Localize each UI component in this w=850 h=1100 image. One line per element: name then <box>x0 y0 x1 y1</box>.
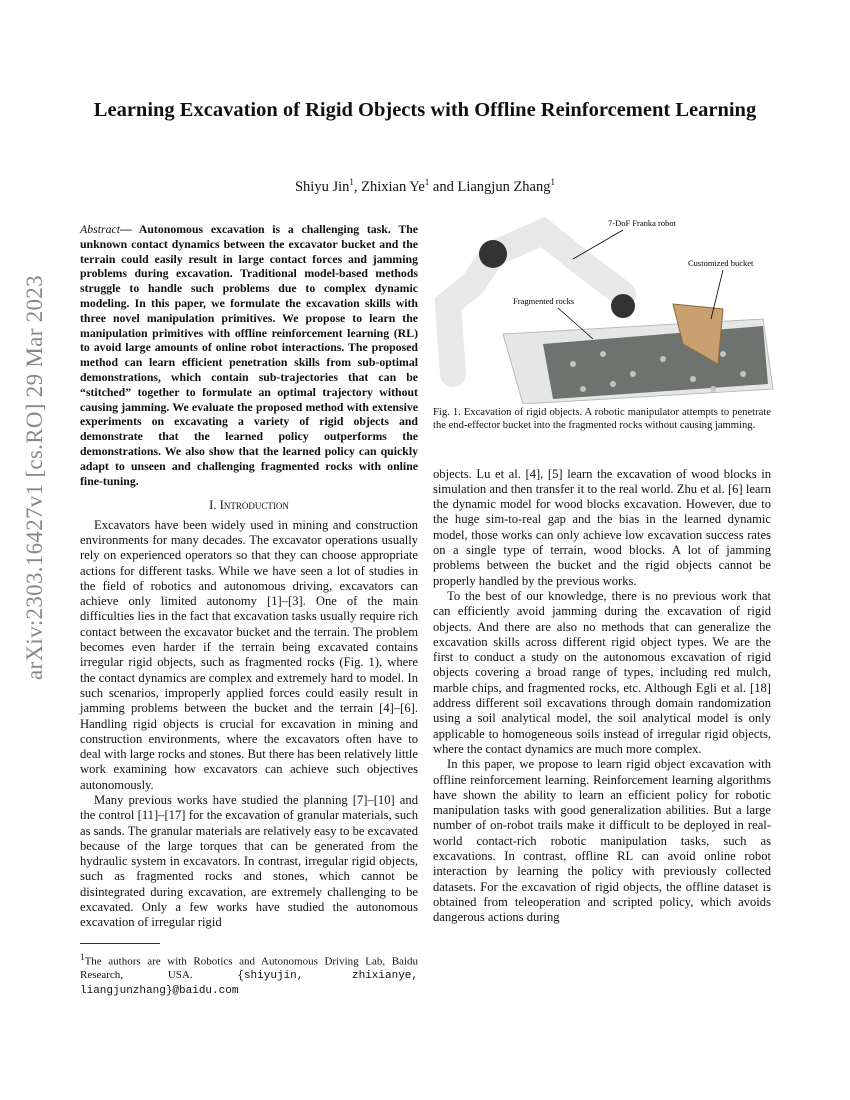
paragraph: Many previous works have studied the planning [7]–[10] and the control [11]–[17] for the excavation of granular materials, such as sands. The granular materials are relatively easy to be excavated because of the large torques that can be generated from the hydraulic system in excavators. In contrast, irregular rigid objects, such as fragmented rocks and stones, which cannot be disintegrated during excavation, are extremely challenging to be excavated. Only a few works have studied the autonomous excavation of irregular rigid <box>80 792 418 930</box>
figure-caption: Fig. 1. Excavation of rigid objects. A robotic manipulator attempts to penetrate the end-effector bucket into the fragmented rocks without causing jamming. <box>433 407 771 432</box>
figure-robot-excavation <box>433 214 778 404</box>
left-column <box>80 222 418 998</box>
abstract-label: Abstract <box>80 222 120 236</box>
paragraph: In this paper, we propose to learn rigid object excavation with offline reinforcement learning. Reinforcement learning algorithms have shown the ability to learn an efficient policy for robotic manipulation tasks with good generalization abilities. But a large number of on-robot trails make it difficult to be deployed in real-world contact-rich robotic manipulation tasks, such as excavations. In contrast, offline RL can avoid online robot interaction by learning the policy with previously collected datasets. For the excavation of rigid objects, the offline dataset is obtained from teleoperation and scripted policy, which avoids dangerous actions during <box>433 757 771 925</box>
label-bucket: Customized bucket <box>688 258 754 268</box>
arxiv-identifier: arXiv:2303.16427v1 [cs.RO] 29 Mar 2023 <box>22 275 47 680</box>
abstract-text: — Autonomous excavation is a challenging task. The unknown contact dynamics between the excavator bucket and the terrain could easily result in large contact forces and jamming problems during excavation. Traditional model-based methods struggle to handle such problems due to complex dynamic modeling. In this paper, we formulate the excavation skills with three novel manipulation primitives. We propose to learn the manipulation primitives with offline reinforcement learning (RL) to avoid large amounts of online robot interactions. The proposed method can learn efficient penetration skills from sub-optimal demonstrations, which contain sub-trajectories that can be “stitched” together to formulate an optimal trajectory without causing jamming. We evaluate the proposed method with extensive experiments on excavating a variety of rigid objects and demonstrate that the learned policy outperforms the demonstrations. We also show that the learned policy can quickly adapt to unseen and challenging fragmented rocks with online fine-tuning. <box>80 222 418 488</box>
affiliation-mark: 1 <box>424 177 430 187</box>
right-column <box>433 214 771 926</box>
affiliation-mark: 1 <box>550 177 555 187</box>
robot-joint <box>479 240 507 268</box>
paragraph: Excavators have been widely used in mining and construction environments for many decades. The excavator operations usually rely on experienced operators so that they can choose appropriate actions for different tasks. While we have seen a lot of studies in the field of robotics and autonomous driving, excavators can achieve only limited autonomy [1]–[3]. One of the main difficulties lies in the fact that excavation tasks usually require rich contact between the excavator bucket and the terrain. The problem becomes even harder if the terrain being excavated contains irregular rigid objects, such as fragmented rocks (Fig. 1), where the contact dynamics are complex and extremely hard to model. In such scenarios, improperly applied forces could easily result in jamming problems between the bucket and the terrain [4]–[6]. Handling rigid objects is crucial for excavation in mining and construction environments, where the excavators often have to deal with large rocks and stones. But there has been relatively little work examining how excavators can achieve such objectives autonomously. <box>80 517 418 792</box>
separator: , <box>353 178 362 195</box>
affiliation-mark: 1 <box>349 177 354 187</box>
section-heading: I. Introduction <box>209 498 289 513</box>
paper-title: Learning Excavation of Rigid Objects with Offline Reinforcement Learning <box>93 99 757 121</box>
label-rocks: Fragmented rocks <box>513 296 575 306</box>
author: Shiyu Jin <box>294 178 350 195</box>
robot-joint <box>611 294 635 318</box>
separator: and <box>429 178 458 195</box>
footnote-rule <box>80 943 160 944</box>
label-robot: 7-DoF Franka robot <box>608 218 676 228</box>
footnote <box>80 950 418 999</box>
footnote-text: The authors are with Robotics and Autonomous Driving Lab, Baidu Research, USA. <box>80 955 418 982</box>
footnote-mark: 1 <box>80 951 85 962</box>
abstract <box>80 222 418 488</box>
paragraph: To the best of our knowledge, there is no previous work that can efficiently avoid jamming during the excavation of rigid objects. And there are also no methods that can generalize the excavation skills across different rigid object types. We are the first to conduct a study on the autonomous excavation of rigid objects covering a broad range of types, including red mulch, marble chips, and fragmented rocks, etc. Although Egli et al. [18] address different soil excavations through domain randomization using a soil analytical model, the soil analytical model is only applicable to homogeneous soils instead of irregular rigid objects, where the contact dynamics are much more complex. <box>433 588 771 756</box>
author: Zhixian Ye <box>361 178 425 195</box>
footnote-emails: {shiyujin, zhixianye, liangjunzhang}@baidu.com <box>80 970 418 998</box>
author-list <box>0 177 850 196</box>
author: Liangjun Zhang <box>457 178 551 195</box>
paragraph: objects. Lu et al. [4], [5] learn the excavation of wood blocks in simulation and then transfer it to the real world. Zhu et al. [6] learn the dynamic model for wood blocks excavation. However, due to the huge sim-to-real gap and the bias in the learned dynamic model, those works can only achieve low excavation success rates on a single type of terrain, wood blocks. A lot of jamming problems between the bucket and the rigid objects cannot be properly handled by the previous works. <box>433 466 771 588</box>
